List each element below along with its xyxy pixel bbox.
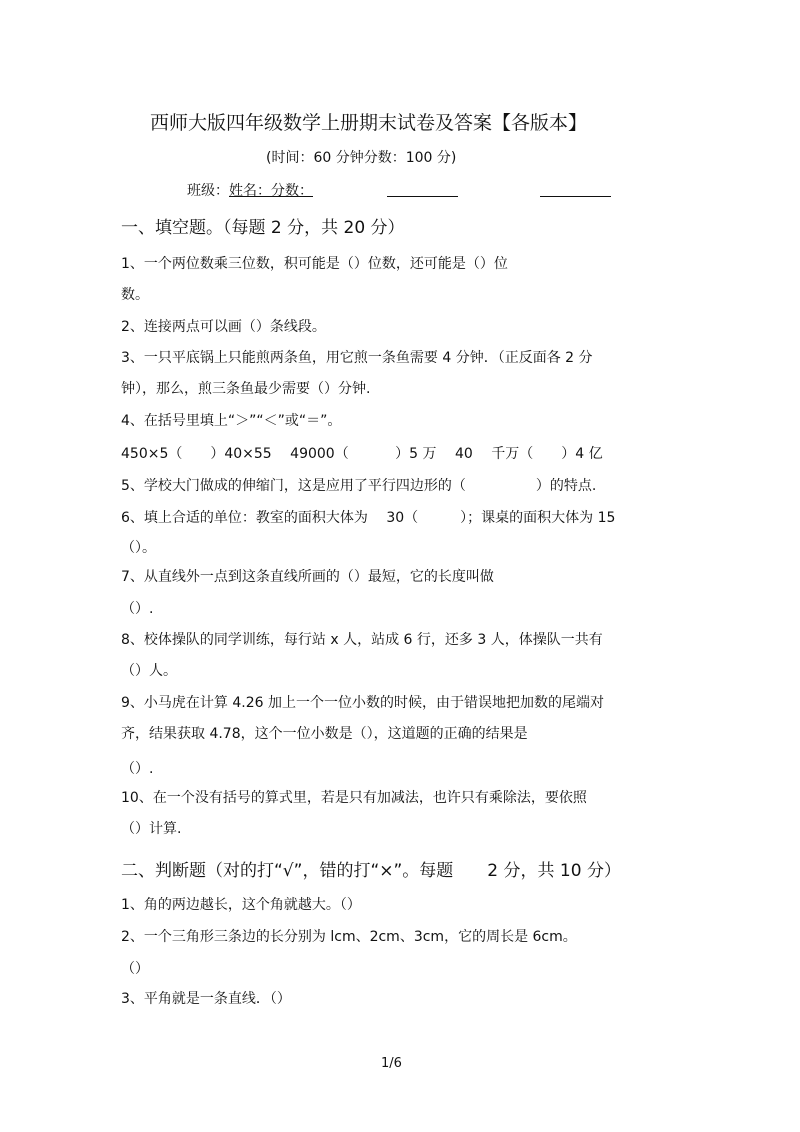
page-number: 1/6 [381, 1056, 402, 1071]
question-line: 450×5（ ）40×55 49000（ ）5 万 40 千万（ ）4 亿 [121, 446, 603, 462]
score-blank [540, 196, 611, 197]
student-info-line [187, 180, 313, 200]
question-line: 6、填上合适的单位：教室的面积大体为 30（ ）；课桌的面积大体为 15 [121, 510, 616, 526]
document-title: 西师大版四年级数学上册期末试卷及答案【各版本】 [150, 112, 588, 134]
exam-time-score: (时间：60 分钟分数：100 分) [266, 150, 457, 166]
question-line: 数。 [121, 287, 149, 303]
question-line: 齐，结果获取 4.78，这个一位小数是（），这道题的正确的结果是 [121, 726, 528, 742]
question-line: 8、校体操队的同学训练，每行站 x 人，站成 6 行，还多 3 人，体操队一共有 [121, 632, 603, 648]
question-line: （）人。 [121, 663, 177, 679]
question-line: 1、一个两位数乘三位数，积可能是（）位数，还可能是（）位 [121, 256, 508, 272]
question-line: 2、一个三角形三条边的长分别为 lcm、2cm、3cm，它的周长是 6cm。 [121, 929, 577, 945]
question-line: 7、从直线外一点到这条直线所画的（）最短，它的长度叫做 [121, 569, 494, 585]
question-line: 9、小马虎在计算 4.26 加上一个一位小数的时候，由于错误地把加数的尾端对 [121, 695, 604, 711]
section1-heading: 一、填空题。（每题 2 分，共 20 分） [121, 218, 405, 238]
question-line: 3、一只平底锅上只能煎两条鱼，用它煎一条鱼需要 4 分钟．（正反面各 2 分 [121, 350, 593, 366]
question-line: 3、平角就是一条直线．（） [121, 991, 291, 1007]
question-line: （） [121, 961, 149, 977]
question-line: 4、在括号里填上“＞”“＜”或“＝”。 [121, 413, 342, 429]
question-line: （）计算. [121, 821, 182, 837]
question-line: 10、在一个没有括号的算式里，若是只有加减法，也许只有乘除法，要依照 [121, 790, 587, 806]
section2-heading: 二、判断题（对的打“√”，错的打“×”。每题 2 分，共 10 分） [121, 861, 621, 881]
question-line: 钟），那么，煎三条鱼最少需要（）分钟. [121, 381, 371, 397]
question-line: （）. [121, 601, 154, 617]
question-line: 1、角的两边越长，这个角就越大。（） [121, 897, 361, 913]
class-label: 班级： [187, 183, 229, 199]
question-line: 2、连接两点可以画（）条线段。 [121, 319, 326, 335]
name-blank [387, 196, 458, 197]
question-line: 5、学校大门做成的伸缩门，这是应用了平行四边形的（ ）的特点. [121, 478, 597, 494]
name-score-label: 姓名：分数： [229, 183, 313, 199]
question-line: （）. [121, 761, 154, 777]
question-line: （）。 [121, 540, 156, 556]
